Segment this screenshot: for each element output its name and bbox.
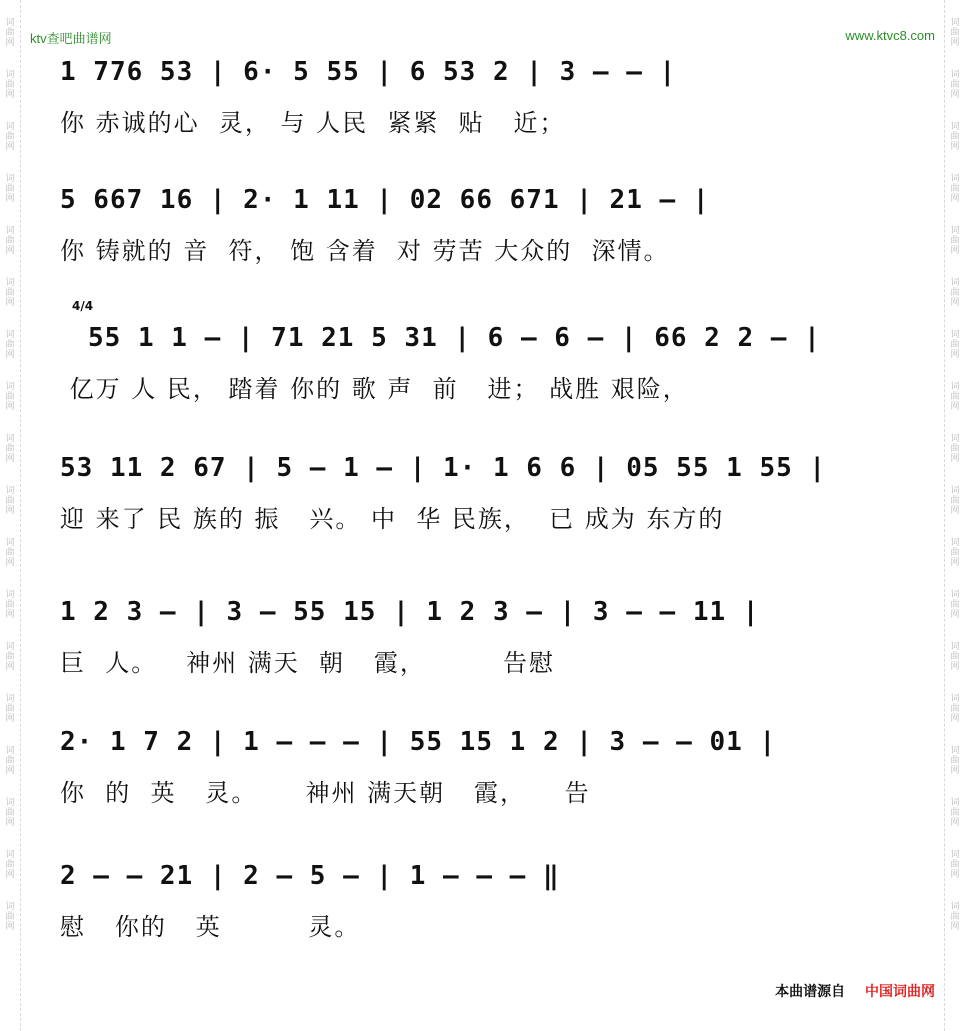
footer-credit <box>775 981 935 1001</box>
lyric-line: 你 铸就的 音 符， 饱 含着 对 劳苦 大众的 深情。 <box>60 237 670 265</box>
note-line: 53 11 2 67 | 5 – 1 – | 1· 1 6 6 | 05 55 1 55 | <box>60 453 827 483</box>
site-name-left[interactable]: ktv查吧曲谱网 <box>30 31 112 46</box>
time-signature: 4/4 <box>72 299 94 313</box>
lyric-line: 迎 来了 民 族的 振 兴。 中 华 民族， 已 成为 东方的 <box>60 505 725 533</box>
lyric-line: 慰 你的 英 灵。 <box>60 913 361 941</box>
side-watermark: 词 曲 网 词 曲 网 词 曲 网 词 曲 网 词 曲 网 词 曲 网 词 曲 网 词 曲 网 词 曲 网 词 曲 网 词 曲 网 词 曲 网 词 曲 网 词 曲 网 词 曲 网 词 曲 网 词 曲 网 词 曲 网 <box>5 18 15 932</box>
brand-link[interactable]: 中国词曲网 <box>865 983 935 999</box>
note-line: 55 1 1 – | 71 21 5 31 | 6 – 6 – | 66 2 2 – | <box>88 323 821 353</box>
note-line: 2· 1 7 2 | 1 – – – | 55 15 1 2 | 3 – – 01 | <box>60 727 777 757</box>
lyric-line: 亿万 人 民， 踏着 你的 歌 声 前 进； 战胜 艰险， <box>60 375 689 403</box>
note-line: 1 2 3 – | 3 – 55 15 | 1 2 3 – | 3 – – 11 | <box>60 597 760 627</box>
side-watermark: 词 曲 网 词 曲 网 词 曲 网 词 曲 网 词 曲 网 词 曲 网 词 曲 网 词 曲 网 词 曲 网 词 曲 网 词 曲 网 词 曲 网 词 曲 网 词 曲 网 词 曲 网 词 曲 网 词 曲 网 词 曲 网 <box>950 18 960 932</box>
left-watermark-strip <box>0 0 21 1031</box>
note-line: 2 – – 21 | 2 – 5 – | 1 – – – ‖ <box>60 861 560 891</box>
lyric-line: 巨 人。 神州 满天 朝 霞， 告慰 <box>60 649 555 677</box>
lyric-line: 你 的 英 灵。 神州 满天朝 霞， 告 <box>60 779 591 807</box>
note-line: 5 667 16 | 2· 1 11 | 02 66 671 | 21 – | <box>60 185 710 215</box>
right-watermark-strip <box>944 0 965 1031</box>
numbered-music-score <box>60 0 910 1031</box>
source-label: 本曲谱源自 <box>775 983 846 999</box>
note-line: 1 776 53 | 6· 5 55 | 6 53 2 | 3 – – | <box>60 57 677 87</box>
site-url-right[interactable]: www.ktvc8.com <box>845 28 935 43</box>
lyric-line: 你 赤诚的心 灵， 与 人民 紧紧 贴 近； <box>60 109 566 137</box>
